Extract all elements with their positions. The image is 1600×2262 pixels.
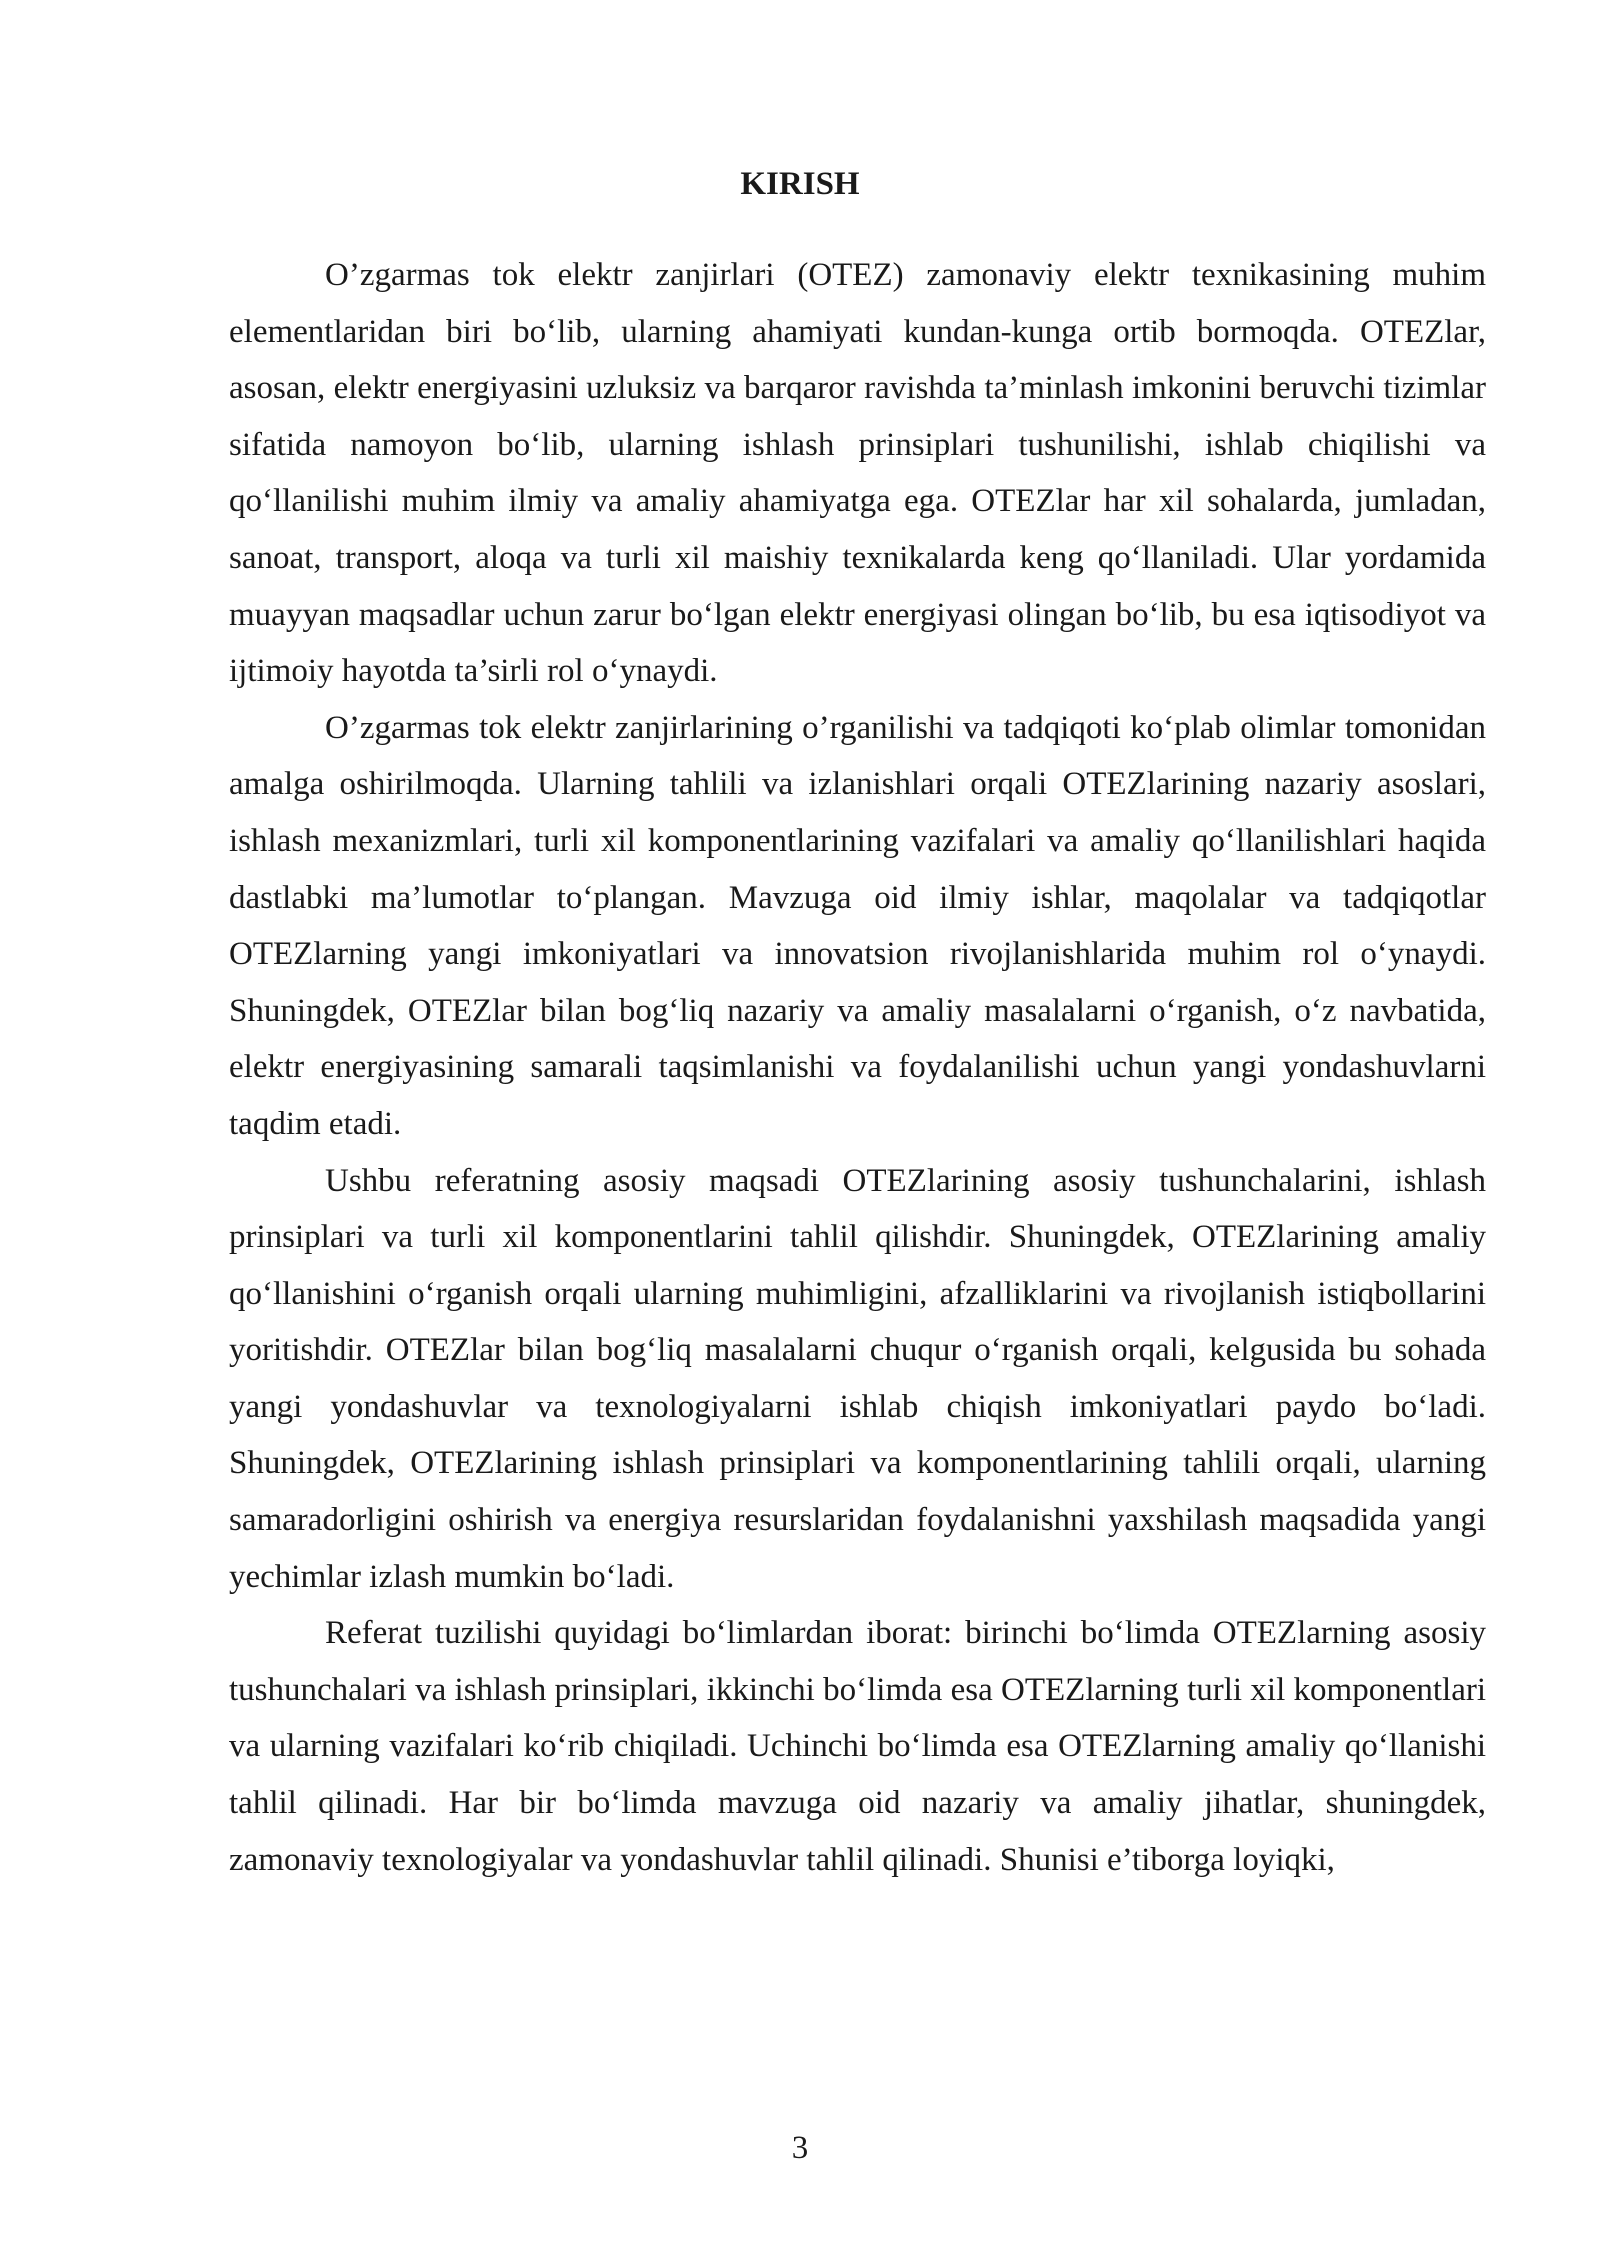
paragraph: O’zgarmas tok elektr zanjirlari (OTEZ) zamonaviy elektr texnikasining muhim elementlaridan biri bo‘lib, ularning ahamiyati kundan-kunga ortib bormoqda. OTEZlar, asosan, elektr energiyasini uzluksiz va barqaror ravishda ta’minlash imkonini beruvchi tizimlar sifatida namoyon bo‘lib, ularning ishlash prinsiplari tushunilishi, ishlab chiqilishi va qo‘llanilishi muhim ilmiy va amaliy ahamiyatga ega. OTEZlar har xil sohalarda, jumladan, sanoat, transport, aloqa va turli xil maishiy texnikalarda keng qo‘llaniladi. Ular yordamida muayyan maqsadlar uchun zarur bo‘lgan elektr energiyasi olingan bo‘lib, bu esa iqtisodiyot va ijtimoiy hayotda ta’sirli rol o‘ynaydi.: [229, 257, 1486, 690]
paragraph: O’zgarmas tok elektr zanjirlarining o’rganilishi va tadqiqoti ko‘plab olimlar tomonidan amalga oshirilmoqda. Ularning tahlili va izlanishlari orqali OTEZlarining nazariy asoslari, ishlash mexanizmlari, turli xil komponentlarining vazifalari va amaliy qo‘llanilishlari haqida dastlabki ma’lumotlar to‘plangan. Mavzuga oid ilmiy ishlar, maqolalar va tadqiqotlar OTEZlarning yangi imkoniyatlari va innovatsion rivojlanishlarida muhim rol o‘ynaydi. Shuningdek, OTEZlar bilan bog‘liq nazariy va amaliy masalalarni o‘rganish, o‘z navbatida, elektr energiyasining samarali taqsimlanishi va foydalanilishi uchun yangi yondashuvlarni taqdim etadi.: [229, 709, 1486, 1142]
paragraph: Referat tuzilishi quyidagi bo‘limlardan iborat: birinchi bo‘limda OTEZlarning asosiy tushunchalari va ishlash prinsiplari, ikkinchi bo‘limda esa OTEZlarning turli xil komponentlari va ularning vazifalari ko‘rib chiqiladi. Uchinchi bo‘limda esa OTEZlarning amaliy qo‘llanishi tahlil qilinadi. Har bir bo‘limda mavzuga oid nazariy va amaliy jihatlar, shuningdek, zamonaviy texnologiyalar va yondashuvlar tahlil qilinadi. Shunisi e’tiborga loyiqki,: [229, 1615, 1486, 1878]
page-number: 3: [791, 2130, 809, 2166]
section-heading: KIRISH: [740, 166, 860, 202]
paragraph: Ushbu referatning asosiy maqsadi OTEZlarining asosiy tushunchalarini, ishlash prinsiplari va turli xil komponentlarini tahlil qilishdir. Shuningdek, OTEZlarining amaliy qo‘llanishini o‘rganish orqali ularning muhimligini, afzalliklarini va rivojlanish istiqbollarini yoritishdir. OTEZlar bilan bog‘liq masalalarni chuqur o‘rganish orqali, kelgusida bu sohada yangi yondashuvlar va texnologiyalarni ishlab chiqish imkoniyatlari paydo bo‘ladi. Shuningdek, OTEZlarining ishlash prinsiplari va komponentlarining tahlili orqali, ularning samaradorligini oshirish va energiya resurslaridan foydalanishni yaxshilash maqsadida yangi yechimlar izlash mumkin bo‘ladi.: [229, 1162, 1486, 1595]
body-text: [229, 247, 1486, 1888]
